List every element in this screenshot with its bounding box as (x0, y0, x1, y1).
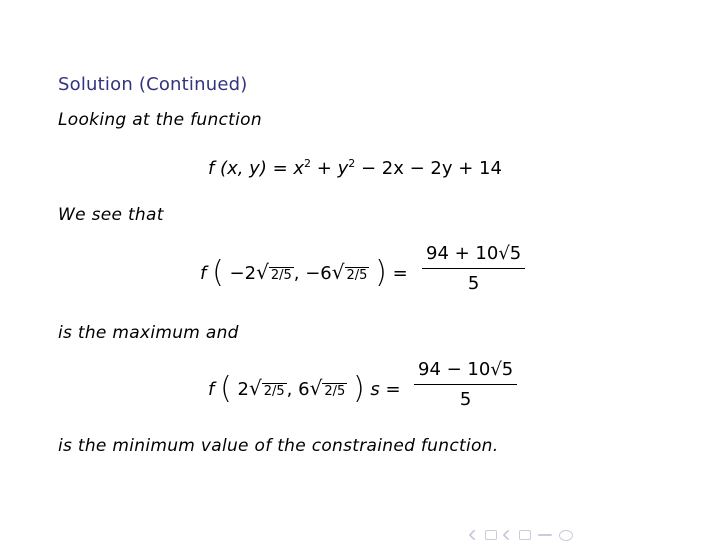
min-denominator: 5 (459, 389, 472, 410)
max-equals: = (392, 263, 408, 284)
min-fraction (414, 356, 517, 415)
x-var: x (293, 158, 305, 179)
sqrt-icon: √ 2/5 (331, 260, 368, 284)
beamer-navigation (470, 528, 720, 542)
max-fraction (422, 240, 525, 299)
nav-search-icon[interactable] (559, 530, 573, 541)
min-numerator: 94 − 10√5 (414, 356, 517, 385)
max-radicand-2: 2/5 (346, 268, 368, 283)
max-equation: f ( −2√ 2/5 , −6√ 2/5 ) = (200, 255, 408, 290)
sqrt-icon: √ 2/5 (309, 376, 346, 400)
max-denominator: 5 (467, 273, 480, 294)
f-lhs: f (x, y) = (208, 158, 288, 179)
x-exponent: 2 (304, 157, 312, 170)
max-term1-coef: −2 (229, 263, 257, 284)
max-f: f (200, 263, 207, 284)
max-radicand-1: 2/5 (270, 268, 292, 283)
close-paren-icon: ) (375, 255, 387, 290)
min-equals: s = (370, 379, 401, 400)
nav-frame-icon[interactable] (485, 530, 497, 540)
slide-title: Solution (Continued) (58, 74, 248, 95)
y-var: y (337, 158, 349, 179)
min-f: f (208, 379, 215, 400)
nav-align-icon[interactable] (538, 534, 552, 536)
sqrt-icon: √ 2/5 (256, 260, 292, 284)
sqrt-icon: √ 2/5 (248, 376, 285, 400)
function-rest: − 2x − 2y + 14 (360, 158, 502, 179)
max-numerator: 94 + 10√5 (422, 240, 525, 269)
observation-text: We see that (58, 205, 164, 225)
maximum-text: is the maximum and (58, 323, 239, 343)
max-term2-coef: −6 (305, 263, 332, 284)
intro-text: Looking at the function (58, 110, 262, 130)
nav-left-arrow-icon[interactable] (468, 529, 479, 540)
min-radicand-1: 2/5 (263, 384, 285, 399)
function-definition (208, 157, 502, 179)
min-radicand-2: 2/5 (324, 384, 346, 399)
y-exponent: 2 (348, 157, 356, 170)
close-paren-icon: ) (352, 371, 365, 406)
min-equation: f ( 2√ 2/5 , 6√ 2/5 ) s = (208, 371, 401, 406)
open-paren-icon: ( (212, 255, 224, 290)
min-term2-coef: 6 (298, 379, 310, 400)
nav-left-arrow-icon[interactable] (502, 529, 513, 540)
minimum-text: is the minimum value of the constrained function. (58, 436, 499, 456)
open-paren-icon: ( (220, 371, 232, 406)
nav-section-icon[interactable] (519, 530, 531, 540)
min-term1-coef: 2 (237, 379, 249, 400)
plus-sign: + (316, 158, 338, 179)
